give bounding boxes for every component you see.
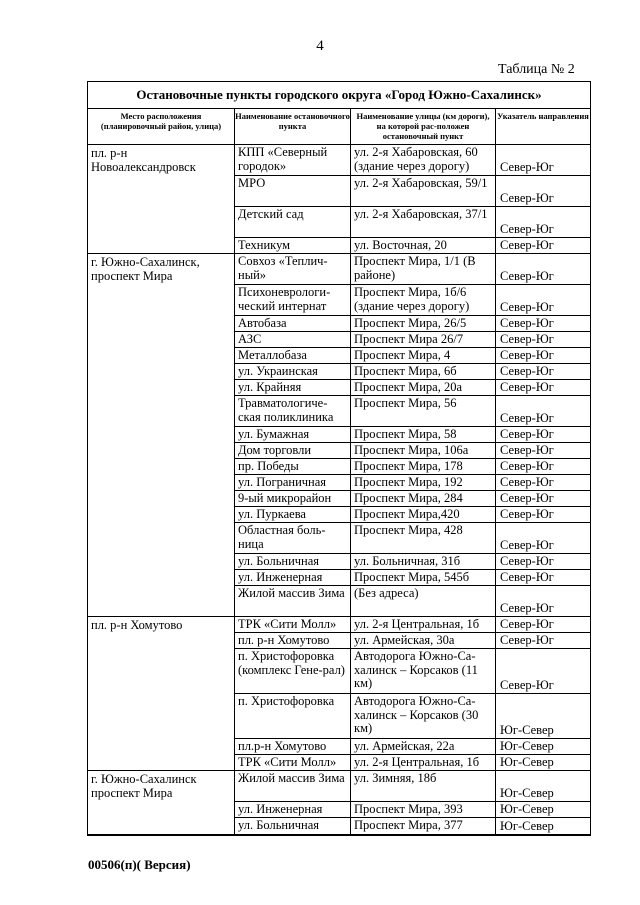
street-cell: Автодорога Южно-Са-халинск – Корсаков (30 км) (351, 694, 496, 738)
street-cell: ул. Армейская, 30а (351, 633, 496, 648)
direction-cell: Север-Юг (500, 380, 554, 394)
direction-cell: Север-Юг (500, 268, 554, 283)
direction-cell: Север-Юг (500, 443, 554, 457)
street-cell: Проспект Мира, 377 (351, 818, 496, 834)
location-group-cell: пл. р-н Хомутово (88, 617, 235, 771)
street-cell: ул. 2-я Хабаровская, 60 (здание через дорогу) (351, 145, 496, 175)
stop-name-cell: ул. Пуркаева (235, 507, 351, 522)
street-cell: Проспект Мира, 1б/6 (здание через дорогу) (351, 285, 496, 315)
direction-cell: Юг-Север (500, 739, 554, 753)
street-cell: Проспект Мира, 58 (351, 427, 496, 442)
stop-name-cell: ТРК «Сити Молл» (235, 617, 351, 632)
direction-cell: Север-Юг (500, 600, 554, 615)
stop-name-cell: 9-ый микрорайон (235, 491, 351, 506)
street-cell: Проспект Мира, 178 (351, 459, 496, 474)
stop-name-cell: Совхоз «Теплич-ный» (235, 254, 351, 284)
direction-cell: Север-Юг (500, 238, 554, 252)
stop-name-cell: п. Христофоровка (комплекс Гене-рал) (235, 649, 351, 693)
stop-name-cell: ул. Бумажная (235, 427, 351, 442)
header-stop-name: Наименование остановочного пункта (235, 109, 351, 144)
stop-name-cell: Жилой массив Зима (235, 586, 351, 616)
street-cell: Проспект Мира, 192 (351, 475, 496, 490)
direction-cell: Север-Юг (500, 617, 554, 631)
direction-cell: Север-Юг (500, 507, 554, 521)
street-cell: ул. Восточная, 20 (351, 238, 496, 253)
street-cell: Проспект Мира, 4 (351, 348, 496, 363)
direction-cell: Юг-Север (500, 755, 554, 769)
direction-cell: Север-Юг (500, 410, 554, 425)
stop-name-cell: Техникум (235, 238, 351, 253)
street-cell: Проспект Мира, 545б (351, 570, 496, 585)
street-cell: Проспект Мира, 1/1 (В районе) (351, 254, 496, 284)
stop-name-cell: Областная боль-ница (235, 523, 351, 553)
stop-name-cell: пр. Победы (235, 459, 351, 474)
stop-name-cell: пл.р-н Хомутово (235, 739, 351, 754)
direction-cell: Север-Юг (500, 633, 554, 647)
direction-cell: Север-Юг (500, 299, 554, 314)
street-cell: ул. 2-я Хабаровская, 37/1 (351, 207, 496, 237)
street-cell: Проспект Мира, 20а (351, 380, 496, 395)
location-group-cell: г. Южно-Сахалинск, проспект Мира (88, 254, 235, 617)
stop-name-cell: ул. Пограничная (235, 475, 351, 490)
street-cell: Проспект Мира, 106а (351, 443, 496, 458)
stop-name-cell: МРО (235, 176, 351, 206)
street-cell: Проспект Мира, 26/5 (351, 316, 496, 331)
direction-cell: Север-Юг (500, 491, 554, 505)
stop-name-cell: пл. р-н Хомутово (235, 633, 351, 648)
stops-table (87, 81, 591, 836)
direction-cell: Юг-Север (500, 802, 554, 816)
direction-cell: Север-Юг (500, 364, 554, 378)
direction-cell: Север-Юг (500, 537, 554, 552)
street-cell: Проспект Мира 26/7 (351, 332, 496, 347)
stop-name-cell: ул. Инженерная (235, 570, 351, 585)
street-cell: Проспект Мира, 284 (351, 491, 496, 506)
document-code: 00506(п)( Версия) (88, 857, 191, 872)
direction-cell: Север-Юг (500, 221, 554, 236)
stop-name-cell: ул. Инженерная (235, 802, 351, 817)
direction-cell: Север-Юг (500, 554, 554, 568)
street-cell: Проспект Мира, 6б (351, 364, 496, 379)
header-street: Наименование улицы (км дороги), на которой рас-положен остановочный пункт (351, 109, 496, 144)
direction-cell: Север-Юг (500, 677, 554, 692)
stop-name-cell: АЗС (235, 332, 351, 347)
street-cell: ул. Зимняя, 18б (351, 771, 496, 801)
street-cell: ул. 2-я Хабаровская, 59/1 (351, 176, 496, 206)
stop-name-cell: Дом торговли (235, 443, 351, 458)
location-group-cell: г. Южно-Сахалинск проспект Мира (88, 771, 235, 835)
stop-name-cell: Травматологиче-ская поликлиника (235, 396, 351, 426)
direction-cell: Юг-Север (500, 722, 554, 737)
direction-cell: Север-Юг (500, 475, 554, 489)
direction-cell: Север-Юг (500, 316, 554, 330)
table-label: Таблица № 2 (498, 62, 575, 77)
stop-name-cell: ул. Крайняя (235, 380, 351, 395)
stop-name-cell: КПП «Северный городок» (235, 145, 351, 175)
direction-cell: Север-Юг (500, 459, 554, 473)
stop-name-cell: Психоневрологи-ческий интернат (235, 285, 351, 315)
stop-name-cell: ул. Больничная (235, 554, 351, 569)
direction-cell: Север-Юг (500, 190, 554, 205)
table-header (88, 109, 590, 145)
table-title: Остановочные пункты городского округа «Город Южно-Сахалинск» (88, 82, 590, 109)
stop-name-cell: ТРК «Сити Молл» (235, 755, 351, 770)
location-group-cell: пл. р-н Новоалександровск (88, 145, 235, 254)
stop-name-cell: Автобаза (235, 316, 351, 331)
street-cell: Автодорога Южно-Са-халинск – Корсаков (11 км) (351, 649, 496, 693)
stop-name-cell: п. Христофоровка (235, 694, 351, 738)
header-location: Место расположения (планировочный район, улица) (88, 109, 235, 144)
street-cell: (Без адреса) (351, 586, 496, 616)
direction-cell: Север-Юг (500, 348, 554, 362)
stop-name-cell: ул. Украинская (235, 364, 351, 379)
street-cell: Проспект Мира, 56 (351, 396, 496, 426)
street-cell: Проспект Мира, 428 (351, 523, 496, 553)
page-number: 4 (316, 38, 324, 54)
street-cell: ул. 2-я Центральная, 1б (351, 755, 496, 770)
street-cell: Проспект Мира, 393 (351, 802, 496, 817)
direction-cell: Юг-Север (500, 818, 554, 833)
table-body (88, 145, 590, 835)
street-cell: ул. Больничная, 31б (351, 554, 496, 569)
direction-cell: Север-Юг (500, 427, 554, 441)
street-cell: ул. Армейская, 22а (351, 739, 496, 754)
street-cell: Проспект Мира,420 (351, 507, 496, 522)
header-direction: Указатель направления (497, 111, 589, 121)
stop-name-cell: Жилой массив Зима (235, 771, 351, 801)
direction-cell: Север-Юг (500, 570, 554, 584)
direction-cell: Север-Юг (500, 159, 554, 174)
street-cell: ул. 2-я Центральная, 1б (351, 617, 496, 632)
direction-cell: Север-Юг (500, 332, 554, 346)
stop-name-cell: ул. Больничная (235, 818, 351, 834)
direction-cell: Юг-Север (500, 785, 554, 800)
stop-name-cell: Детский сад (235, 207, 351, 237)
stop-name-cell: Металлобаза (235, 348, 351, 363)
